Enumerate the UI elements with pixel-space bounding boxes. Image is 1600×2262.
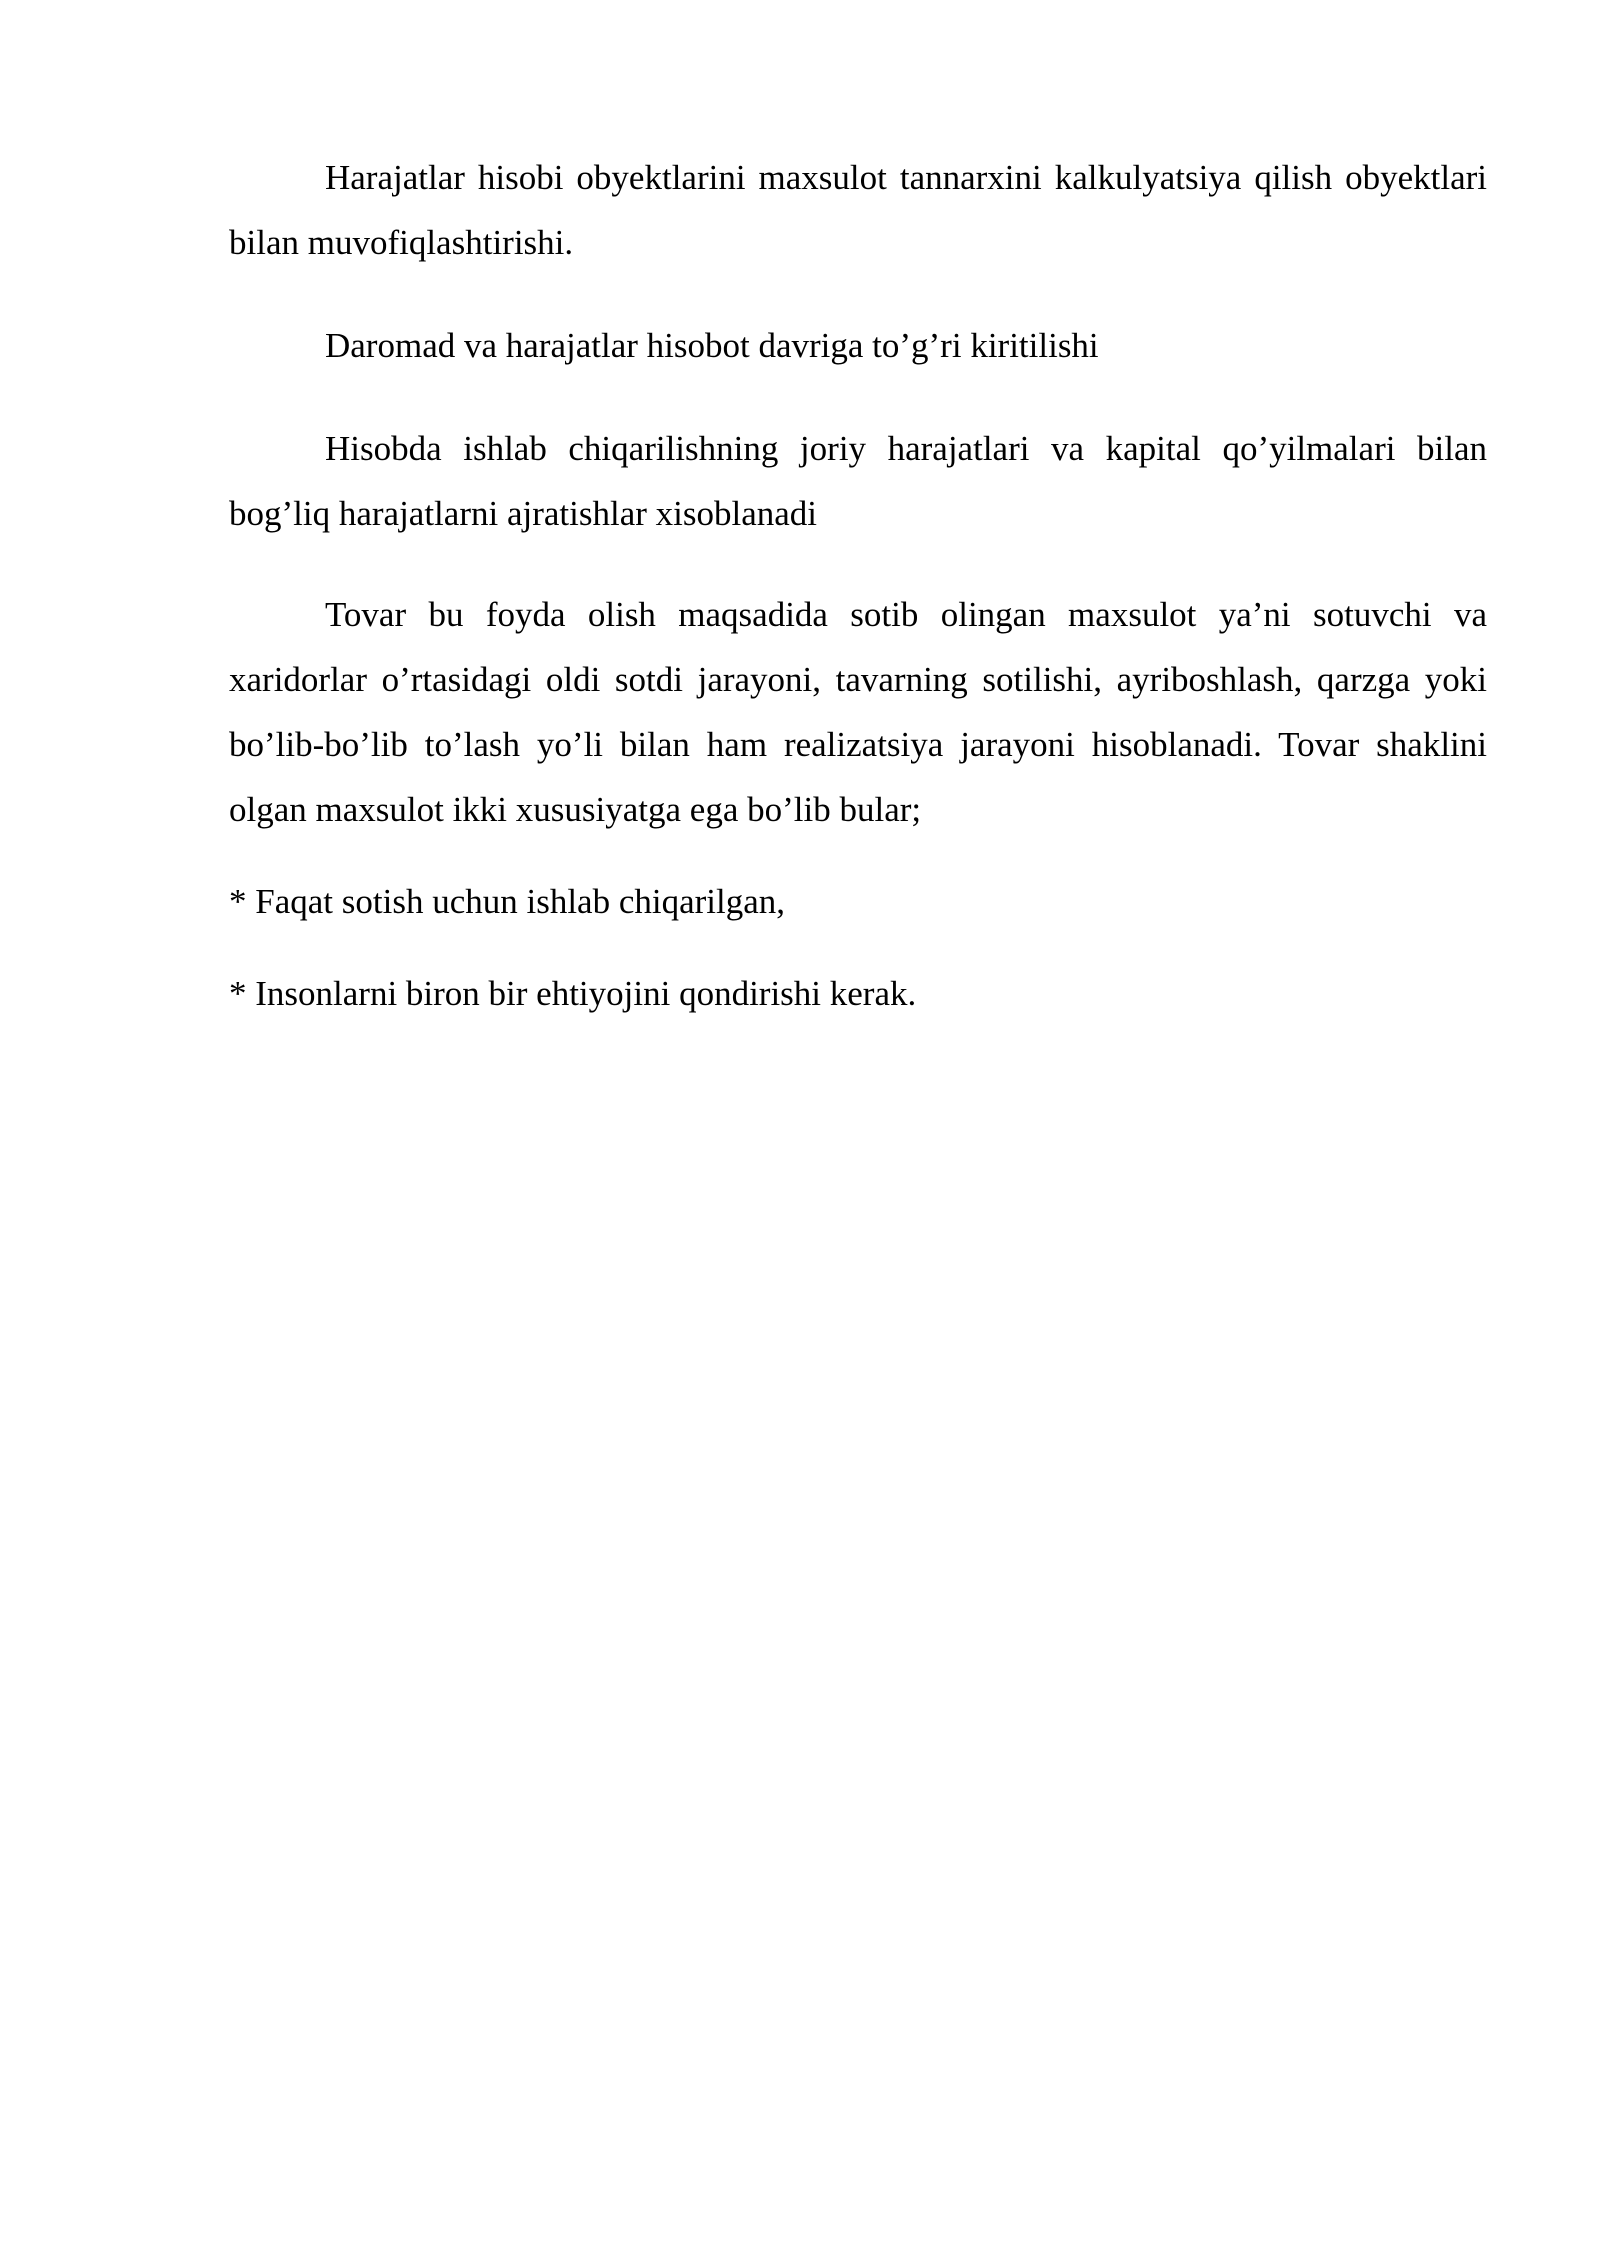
paragraph-goods-definition: Tovar bu foyda olish maqsadida sotib olingan maxsulot ya’ni sotuvchi va xaridorlar o’rtasidagi oldi sotdi jarayoni, tavarning sotilishi, ayriboshlash, qarzga yoki bo’lib-bo’lib to’lash yo’li bilan ham realizatsiya jarayoni hisoblanadi. Tovar shaklini olgan maxsulot ikki xususiyatga ega bo’lib bular; xyxy=(229,595,1487,829)
bullet-item-human-needs: * Insonlarni biron bir ehtiyojini qondirishi kerak. xyxy=(229,974,917,1013)
paragraph-income-expenses: Daromad va harajatlar hisobot davriga to’g’ri kiritilishi xyxy=(325,326,1099,365)
document-body xyxy=(229,145,1487,1026)
paragraph-current-costs: Hisobda ishlab chiqarilishning joriy harajatlari va kapital qo’yilmalari bilan bog’liq harajatlarni ajratishlar xisoblanadi xyxy=(229,429,1487,533)
paragraph-cost-objects: Harajatlar hisobi obyektlarini maxsulot tannarxini kalkulyatsiya qilish obyektlari bilan muvofiqlashtirishi. xyxy=(229,158,1487,262)
bullet-item-sale-only: * Faqat sotish uchun ishlab chiqarilgan, xyxy=(229,882,786,921)
